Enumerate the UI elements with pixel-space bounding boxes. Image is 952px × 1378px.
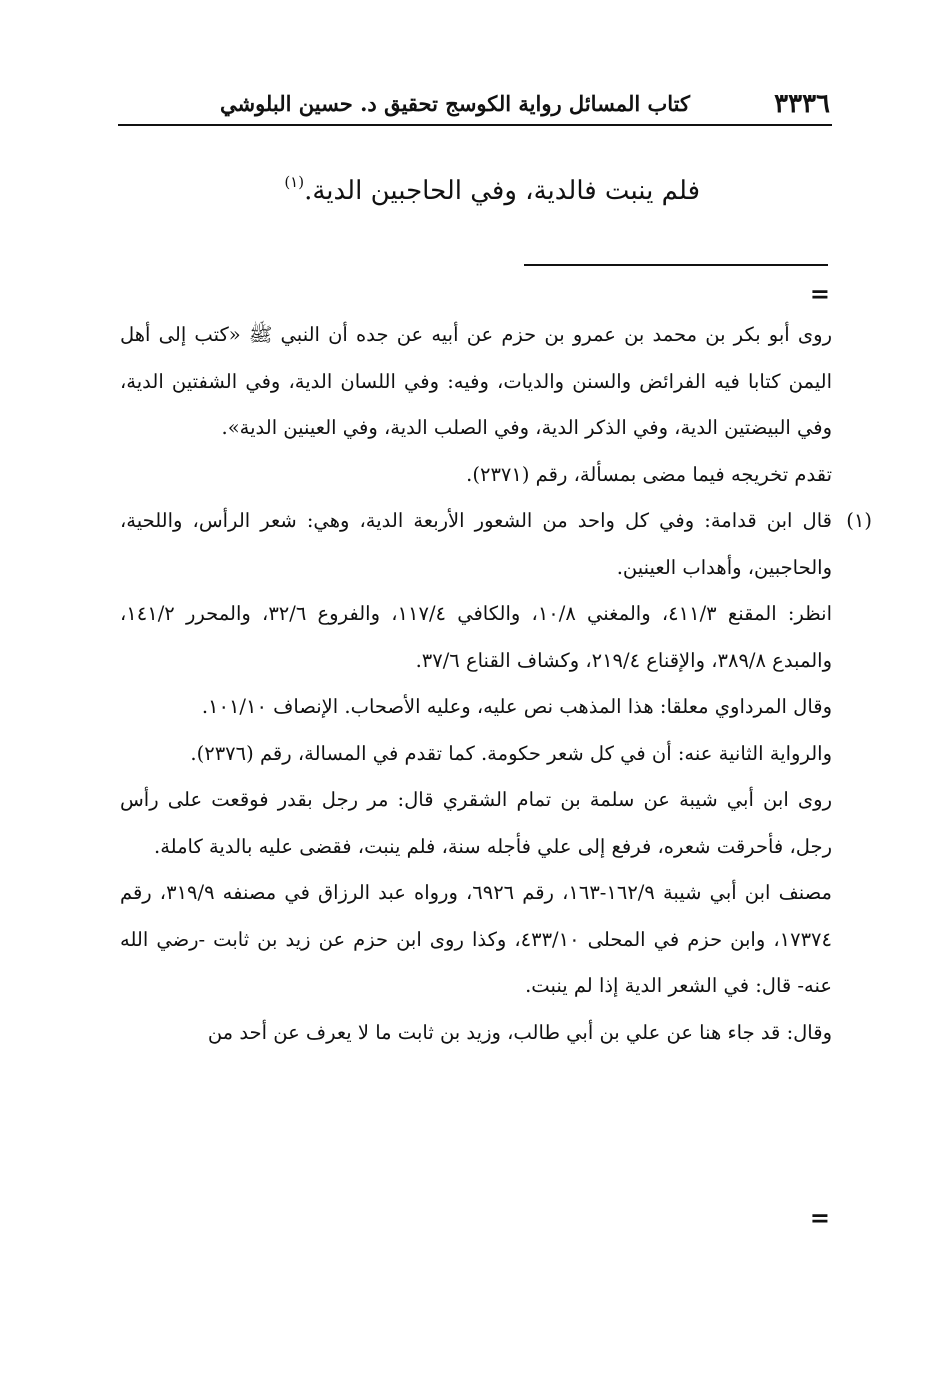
- footnote-1-text: قال ابن قدامة: وفي كل واحد من الشعور الأربعة الدية، وهي: شعر الرأس، واللحية، والحاجبين، وأهداب العينين.: [120, 509, 832, 579]
- main-text: [284, 160, 700, 213]
- note-paragraph-2: تقدم تخريجه فيما مضى بمسألة، رقم (٢٣٧١).: [466, 462, 832, 486]
- footnote-1: [120, 498, 872, 591]
- continuation-mark-bottom: =: [809, 1203, 830, 1232]
- footnote-reference: (١): [284, 173, 305, 191]
- note-paragraph-1: روى أبو بكر بن محمد بن عمرو بن حزم عن أبيه عن جده أن النبي ﷺ «كتب إلى أهل اليمن كتابا فيه الفرائض والسنن والديات، وفيه: وفي اللسان الدية، وفي الشفتين الدية، وفي البيضتين الدية، وفي الذكر الدية، وفي الصلب الدية، وفي العينين الدية».: [120, 323, 832, 439]
- main-text-body: فلم ينبت فالدية، وفي الحاجبين الدية.: [304, 176, 700, 206]
- running-title: كتاب المسائل رواية الكوسج تحقيق د. حسين البلوشي: [219, 91, 690, 116]
- note-paragraph-4: انظر: المقنع ٤١١/٣، والمغني ١٠/٨، والكافي ١١٧/٤، والفروع ٣٢/٦، والمحرر ١٤١/٢، والمبدع ٣٨٩/٨، والإقناع ٢١٩/٤، وكشاف القناع ٣٧/٦.: [120, 602, 832, 672]
- footnote-1-marker: (١): [846, 509, 872, 532]
- note-paragraph-9: وقال: قد جاء هنا عن علي بن أبي طالب، وزيد بن ثابت ما لا يعرف عن أحد من: [207, 1020, 832, 1044]
- page-number: ٣٣٣٦: [774, 89, 830, 119]
- note-paragraph-8: مصنف ابن أبي شيبة ١٦٢/٩-١٦٣، رقم ٦٩٢٦، ورواه عبد الرزاق في مصنفه ٣١٩/٩، رقم ١٧٣٧٤، وابن حزم في المحلى ٤٣٣/١٠، وكذا روى ابن حزم عن زيد بن ثابت -رضي الله عنه- قال: في الشعر الدية إذا لم ينبت.: [120, 881, 832, 997]
- note-paragraph-7: روى ابن أبي شيبة عن سلمة بن تمام الشقري قال: مر رجل بقدر فوقعت على رأس رجل، فأحرقت شعره، فرفع إلى علي فأجله سنة، فلم ينبت، فقضى عليه بالدية كاملة.: [120, 788, 832, 858]
- footnotes-block: [120, 312, 872, 1056]
- page-header: [118, 86, 832, 126]
- continuation-mark-top: =: [809, 279, 830, 308]
- note-paragraph-5: وقال المرداوي معلقا: هذا المذهب نص عليه، وعليه الأصحاب. الإنصاف ١٠١/١٠.: [201, 695, 832, 718]
- note-paragraph-6: والرواية الثانية عنه: أن في كل شعر حكومة. كما تقدم في المسالة، رقم (٢٣٧٦).: [190, 741, 832, 765]
- footnote-separator: [524, 264, 828, 266]
